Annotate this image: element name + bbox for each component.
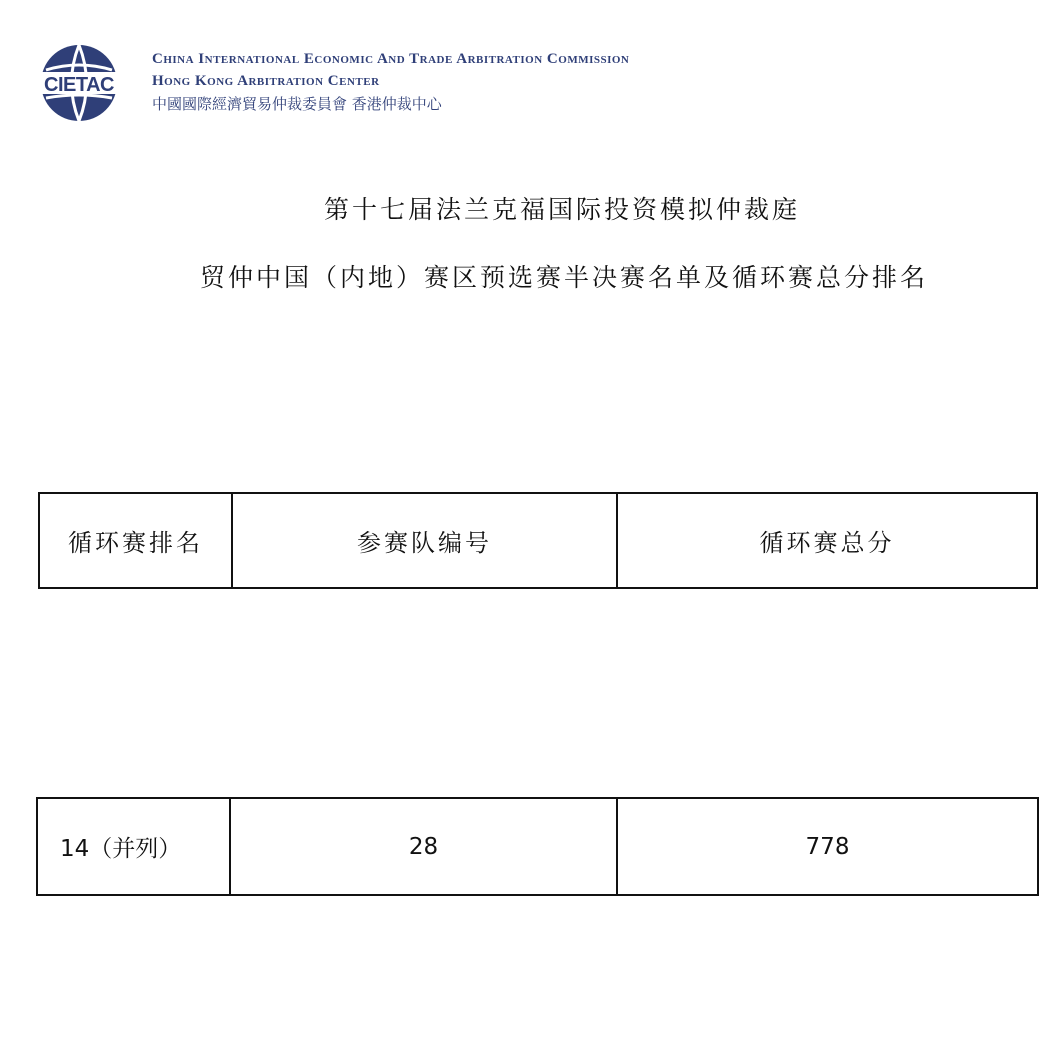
- column-header-total-score: 循环赛总分: [617, 493, 1037, 588]
- organization-name: [152, 48, 629, 116]
- document-title-line1: 第十七届法兰克福国际投资模拟仲裁庭: [323, 195, 800, 224]
- cell-total-score: 778: [617, 798, 1038, 895]
- header-row: [39, 493, 1037, 588]
- logo-text: CIETAC: [44, 74, 114, 96]
- org-name-english-line2: Hong Kong Arbitration Center: [152, 73, 380, 89]
- cell-team-number: 28: [230, 798, 617, 895]
- cietac-logo: [30, 40, 128, 126]
- org-name-chinese: 中國國際經濟貿易仲裁委員會 香港仲裁中心: [152, 95, 442, 113]
- cell-rank: 14（并列）: [37, 798, 230, 895]
- org-name-english-line1: China International Economic And Trade Arbitration Commission: [152, 51, 630, 67]
- table-row: [37, 798, 1038, 895]
- column-header-team-number: 参赛队编号: [232, 493, 617, 588]
- ranking-table-header: [38, 492, 1038, 589]
- column-header-rank: 循环赛排名: [39, 493, 232, 588]
- document-title-line2: 贸仲中国（内地）赛区预选赛半决赛名单及循环赛总分排名: [199, 263, 928, 292]
- ranking-table-body: [36, 797, 1039, 896]
